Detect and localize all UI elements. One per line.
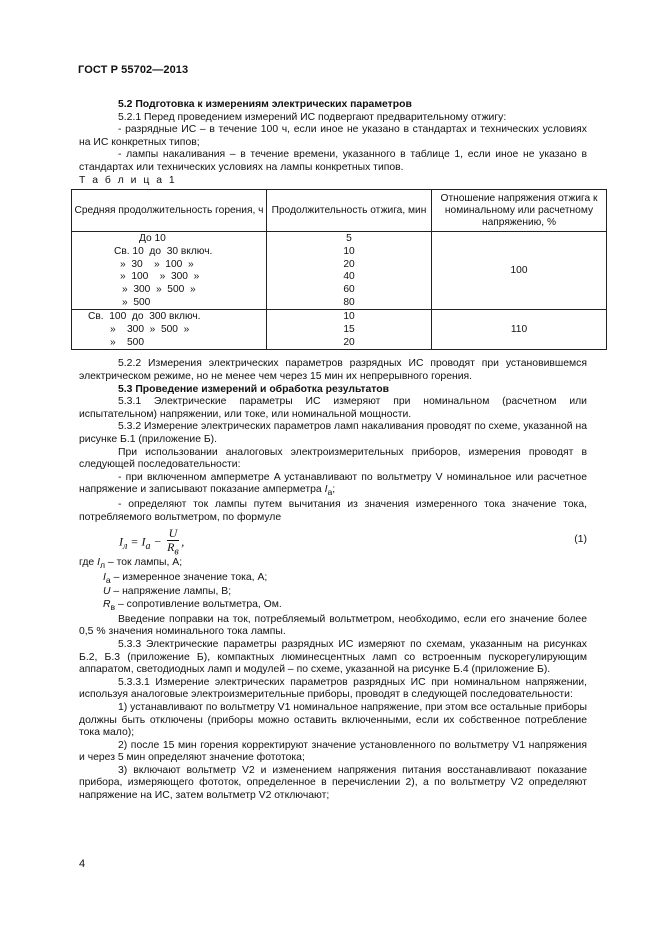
list-item: » 30 » 100 » xyxy=(120,258,194,270)
ratio-group-2: 110 xyxy=(432,310,607,350)
paragraph-correction: Введение поправки на ток, потребляемый вольтметром, необходимо, если его значение более 0,5 % значения номинального тока лампы. xyxy=(79,613,587,638)
bullet-incandescent: - лампы накаливания – в течение времени, указанного в таблице 1, если иное не указано в стандартах или технических условиях на лампы конкретных типов. xyxy=(79,149,587,173)
formula-number: (1) xyxy=(574,534,587,546)
duration-list-group-1 xyxy=(72,233,266,309)
list-item: 60 xyxy=(343,283,355,295)
paragraph-5-3-3-1: 5.3.3.1 Измерение электрических параметров разрядных ИС при номинальном напряжении, используя аналоговые электроизмерительные приборы, проводят в следующей последовательности: xyxy=(79,676,587,701)
paragraph-5-3-2: 5.3.2 Измерение электрических параметров ламп накаливания проводят по схеме, указанной на рисунке Б.1 (приложение Б). xyxy=(79,421,587,445)
list-item-3: 3) включают вольтметр V2 и изменением напряжения питания восстанавливают показание прибора, измеряющего фототок, определенное в перечислении 2), а по вольтметру V2 определяют напряжение на ИС, затем вольтметр V2 отключают; xyxy=(79,764,587,802)
paragraph-5-3-1: 5.3.1 Электрические параметры ИС измеряют при номинальном (расчетном или испытательном) напряжении, или токе, или номинальной мощности. xyxy=(79,396,587,420)
formula-fraction: $\frac{U}{R_в}$ xyxy=(167,526,179,558)
where-item-il: где $I_л$ – ток лампы, А; xyxy=(79,557,183,571)
annealing-table xyxy=(71,189,607,350)
where-item-rv: $R_в$ – сопротивление вольтметра, Ом. xyxy=(103,599,282,613)
list-item: До 10 xyxy=(139,233,166,245)
ratio-group-1: 100 xyxy=(432,232,607,310)
time-list-group-1 xyxy=(267,233,431,309)
header-avg-duration: Средняя продолжительность горения, ч xyxy=(72,190,267,232)
paragraph-5-2-1: 5.2.1 Перед проведением измерений ИС подвергают предварительному отжигу: xyxy=(118,111,507,123)
paragraph-5-2-2: 5.2.2 Измерения электрических параметров разрядных ИС проводят при установившемся электрическом режиме, но не менее чем через 15 мин их непрерывного горения. xyxy=(79,358,587,382)
list-item-2: 2) после 15 мин горения корректируют значение установленного по вольтметру V1 напряжения и через 5 мин определяют значение фототока; xyxy=(79,739,587,764)
document-body xyxy=(74,99,598,803)
table-caption: Т а б л и ц а 1 xyxy=(79,174,177,186)
list-item: 15 xyxy=(343,323,355,335)
list-item: Св. 100 до 300 включ. xyxy=(88,311,201,323)
table-header-row xyxy=(72,190,607,232)
table-row xyxy=(72,310,607,350)
header-anneal-time: Продолжительность отжига, мин xyxy=(267,190,432,232)
list-item: 10 xyxy=(343,245,355,257)
table-row xyxy=(72,232,607,310)
header-voltage-ratio: Отношение напряжения отжига к номинальному или расчетному напряжению, % xyxy=(432,190,607,232)
list-item-1: 1) устанавливают по вольтметру V1 номинальное напряжение, при этом все остальные приборы должны быть отключены (приборы можно оставить включенными, если их собственное потребление тока мало); xyxy=(79,701,587,739)
list-item: 20 xyxy=(343,336,355,348)
list-item: » 500 xyxy=(110,336,144,348)
formula-expression: $I_л = I_а$ − $\frac{U}{R_в}$ , xyxy=(119,526,185,558)
bullet-ammeter: - при включенном амперметре A устанавливают по вольтметру V номинальное или расчетное напряжение и записывают показание амперметра $I_a$; xyxy=(79,471,587,498)
list-item: » 100 » 300 » xyxy=(120,271,200,283)
page-number: 4 xyxy=(79,858,86,870)
list-item: 5 xyxy=(346,233,352,245)
list-item: » 300 » 500 » xyxy=(110,323,190,335)
list-item: » 500 xyxy=(122,296,151,308)
formula-1 xyxy=(79,526,587,558)
list-item: » 300 » 500 » xyxy=(122,283,196,295)
list-item: 10 xyxy=(343,311,355,323)
where-item-ia: $I_a$ – измеренное значение тока, А; xyxy=(103,571,268,585)
duration-list-group-2 xyxy=(72,311,266,349)
list-item: Св. 10 до 30 включ. xyxy=(114,245,213,257)
list-item: 40 xyxy=(343,271,355,283)
where-item-u: U – напряжение лампы, В; xyxy=(103,586,232,598)
bullet-discharge: - разрядные ИС – в течение 100 ч, если иное не указано в стандартах и технических условиях на ИС конкретных типов; xyxy=(79,124,587,148)
list-item: 20 xyxy=(343,258,355,270)
section-5-3-heading: 5.3 Проведение измерений и обработка результатов xyxy=(118,383,389,395)
time-list-group-2 xyxy=(267,311,431,349)
bullet-determine-current: - определяют ток лампы путем вычитания из значения измеренного тока значение тока, потребляемого вольтметром, по формуле xyxy=(79,498,587,523)
list-item: 80 xyxy=(343,296,355,308)
paragraph-5-3-3: 5.3.3 Электрические параметры разрядных ИС измеряют по схемам, указанным на рисунках Б.2, Б.3 (приложение Б), компактных люминесцентных ламп со встроенным пускорегулирующим аппаратом, светодиодных ламп и модулей – по схеме, указанной на рисунке Б.4 (приложение Б). xyxy=(79,638,587,676)
paragraph-analog-instruments: При использовании аналоговых электроизмерительных приборов, измерения проводят в следующей последовательности: xyxy=(79,446,587,471)
section-5-2-heading: 5.2 Подготовка к измерениям электрических параметров xyxy=(118,99,412,110)
document-header: ГОСТ Р 55702—2013 xyxy=(78,64,189,76)
